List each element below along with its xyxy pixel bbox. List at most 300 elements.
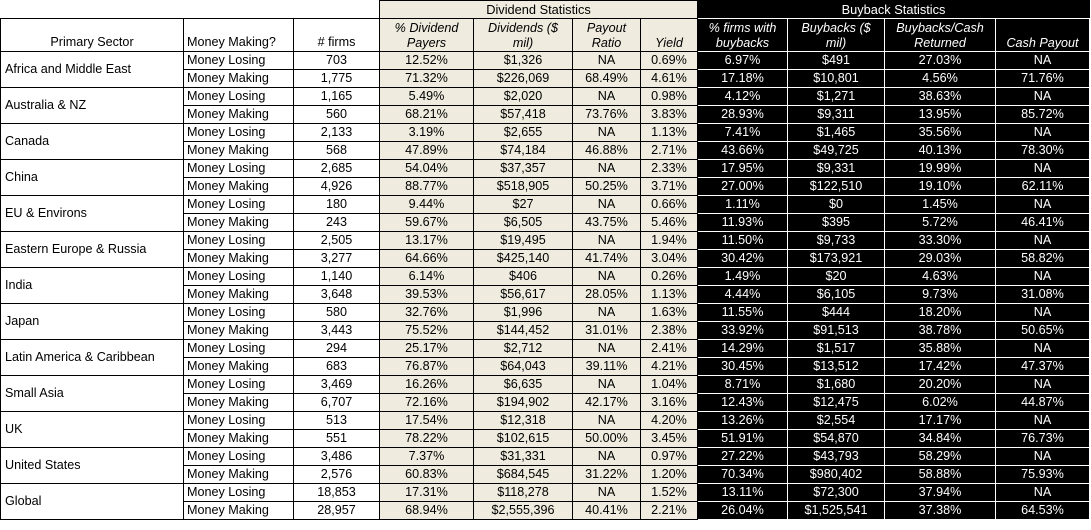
num-firms-cell: 513	[294, 412, 380, 430]
cash-payout-cell: NA	[996, 124, 1090, 142]
dividends-cell: $2,020	[474, 88, 573, 106]
money-making-cell: Money Losing	[184, 340, 294, 358]
yield-cell: 3.71%	[641, 178, 698, 196]
cash-payout-cell: NA	[996, 268, 1090, 286]
payout-ratio-cell: 73.76%	[573, 106, 641, 124]
payout-ratio-cell: NA	[573, 340, 641, 358]
sector-name-cell: UK	[1, 412, 184, 448]
cash-payout-cell: 50.65%	[996, 322, 1090, 340]
num-firms-cell: 703	[294, 52, 380, 70]
money-making-cell: Money Losing	[184, 88, 294, 106]
payout-ratio-cell: NA	[573, 268, 641, 286]
pct-dividend-payers-cell: 17.54%	[380, 412, 474, 430]
money-making-cell: Money Losing	[184, 196, 294, 214]
money-making-cell: Money Making	[184, 502, 294, 520]
pct-firms-buybacks-header: % firms with buybacks	[698, 19, 788, 52]
dividends-cell: $1,326	[474, 52, 573, 70]
buybacks-cell: $0	[788, 196, 885, 214]
dividends-cell: $425,140	[474, 250, 573, 268]
money-making-cell: Money Losing	[184, 160, 294, 178]
table-row	[1, 448, 1090, 466]
pct-dividend-payers-cell: 6.14%	[380, 268, 474, 286]
pct-dividend-payers-cell: 32.76%	[380, 304, 474, 322]
cash-payout-cell: 76.73%	[996, 430, 1090, 448]
buybacks-cash-returned-cell: 4.63%	[885, 268, 996, 286]
yield-cell: 4.20%	[641, 412, 698, 430]
num-firms-cell: 560	[294, 106, 380, 124]
table-row	[1, 88, 1090, 106]
yield-cell: 2.33%	[641, 160, 698, 178]
table-row	[1, 376, 1090, 394]
pct-firms-buybacks-cell: 13.26%	[698, 412, 788, 430]
cash-payout-cell: NA	[996, 340, 1090, 358]
payout-ratio-cell: NA	[573, 160, 641, 178]
num-firms-cell: 243	[294, 214, 380, 232]
pct-firms-buybacks-cell: 6.97%	[698, 52, 788, 70]
buybacks-cell: $1,525,541	[788, 502, 885, 520]
yield-header: Yield	[641, 19, 698, 52]
buybacks-cash-returned-cell: 33.30%	[885, 232, 996, 250]
money-making-cell: Money Losing	[184, 232, 294, 250]
pct-firms-buybacks-cell: 30.45%	[698, 358, 788, 376]
table-row	[1, 52, 1090, 70]
money-making-cell: Money Losing	[184, 484, 294, 502]
buybacks-cell: $12,475	[788, 394, 885, 412]
buybacks-cell: $444	[788, 304, 885, 322]
buybacks-cash-returned-cell: 38.63%	[885, 88, 996, 106]
cash-payout-cell: 64.53%	[996, 502, 1090, 520]
payout-ratio-cell: 50.00%	[573, 430, 641, 448]
buybacks-cell: $9,733	[788, 232, 885, 250]
num-firms-cell: 568	[294, 142, 380, 160]
buybacks-cell: $173,921	[788, 250, 885, 268]
cash-payout-cell: 46.41%	[996, 214, 1090, 232]
primary-sector-header: Primary Sector	[1, 19, 184, 52]
pct-dividend-payers-cell: 71.32%	[380, 70, 474, 88]
buybacks-cash-returned-cell: 35.56%	[885, 124, 996, 142]
pct-dividend-payers-header: % Dividend Payers	[380, 19, 474, 52]
cash-payout-cell: 71.76%	[996, 70, 1090, 88]
table-row	[1, 124, 1090, 142]
num-firms-cell: 28,957	[294, 502, 380, 520]
num-firms-cell: 3,443	[294, 322, 380, 340]
table-body	[1, 52, 1090, 520]
yield-cell: 0.69%	[641, 52, 698, 70]
payout-ratio-cell: NA	[573, 412, 641, 430]
dividends-header: Dividends ($ mil)	[474, 19, 573, 52]
num-firms-cell: 580	[294, 304, 380, 322]
dividends-cell: $56,617	[474, 286, 573, 304]
num-firms-cell: 18,853	[294, 484, 380, 502]
pct-dividend-payers-cell: 88.77%	[380, 178, 474, 196]
buybacks-cash-returned-cell: 4.56%	[885, 70, 996, 88]
payout-ratio-cell: NA	[573, 448, 641, 466]
buybacks-cell: $13,512	[788, 358, 885, 376]
buybacks-cell: $9,311	[788, 106, 885, 124]
payout-ratio-cell: NA	[573, 196, 641, 214]
dividends-cell: $2,555,396	[474, 502, 573, 520]
sector-name-cell: Australia & NZ	[1, 88, 184, 124]
money-making-cell: Money Making	[184, 70, 294, 88]
pct-dividend-payers-cell: 60.83%	[380, 466, 474, 484]
pct-dividend-payers-cell: 5.49%	[380, 88, 474, 106]
payout-ratio-cell: 39.11%	[573, 358, 641, 376]
payout-ratio-cell: 46.88%	[573, 142, 641, 160]
num-firms-cell: 180	[294, 196, 380, 214]
money-making-cell: Money Making	[184, 322, 294, 340]
payout-ratio-cell: NA	[573, 52, 641, 70]
cash-payout-cell: 62.11%	[996, 178, 1090, 196]
dividends-cell: $2,712	[474, 340, 573, 358]
buybacks-cash-returned-cell: 38.78%	[885, 322, 996, 340]
num-firms-cell: 3,486	[294, 448, 380, 466]
buybacks-cell: $491	[788, 52, 885, 70]
payout-ratio-cell: 68.49%	[573, 70, 641, 88]
buybacks-cash-returned-cell: 13.95%	[885, 106, 996, 124]
buybacks-cell: $1,465	[788, 124, 885, 142]
table-row	[1, 232, 1090, 250]
pct-firms-buybacks-cell: 13.11%	[698, 484, 788, 502]
buybacks-cell: $9,331	[788, 160, 885, 178]
pct-dividend-payers-cell: 39.53%	[380, 286, 474, 304]
cash-payout-cell: NA	[996, 88, 1090, 106]
yield-cell: 2.71%	[641, 142, 698, 160]
dividends-cell: $6,635	[474, 376, 573, 394]
pct-firms-buybacks-cell: 4.12%	[698, 88, 788, 106]
buybacks-cell: $43,793	[788, 448, 885, 466]
cash-payout-cell: 47.37%	[996, 358, 1090, 376]
cash-payout-cell: NA	[996, 160, 1090, 178]
pct-dividend-payers-cell: 17.31%	[380, 484, 474, 502]
num-firms-cell: 294	[294, 340, 380, 358]
buybacks-cell: $980,402	[788, 466, 885, 484]
cash-payout-cell: 85.72%	[996, 106, 1090, 124]
pct-firms-buybacks-cell: 7.41%	[698, 124, 788, 142]
money-making-header: Money Making?	[184, 19, 294, 52]
pct-dividend-payers-cell: 68.94%	[380, 502, 474, 520]
num-firms-cell: 3,469	[294, 376, 380, 394]
buybacks-cash-returned-cell: 19.10%	[885, 178, 996, 196]
buybacks-cell: $1,680	[788, 376, 885, 394]
pct-firms-buybacks-cell: 8.71%	[698, 376, 788, 394]
cash-payout-cell: 31.08%	[996, 286, 1090, 304]
money-making-cell: Money Making	[184, 394, 294, 412]
buybacks-cell: $10,801	[788, 70, 885, 88]
group-header-row	[1, 1, 1090, 19]
buybacks-cash-returned-cell: 37.94%	[885, 484, 996, 502]
yield-cell: 1.04%	[641, 376, 698, 394]
pct-firms-buybacks-cell: 28.93%	[698, 106, 788, 124]
sector-name-cell: Global	[1, 484, 184, 520]
buybacks-cash-returned-cell: 40.13%	[885, 142, 996, 160]
buybacks-cash-returned-cell: 17.17%	[885, 412, 996, 430]
buybacks-cell: $20	[788, 268, 885, 286]
cash-payout-cell: 78.30%	[996, 142, 1090, 160]
num-firms-cell: 1,165	[294, 88, 380, 106]
payout-ratio-cell: NA	[573, 376, 641, 394]
buybacks-cash-returned-cell: 19.99%	[885, 160, 996, 178]
pct-dividend-payers-cell: 75.52%	[380, 322, 474, 340]
buybacks-cash-returned-header: Buybacks/Cash Returned	[885, 19, 996, 52]
num-firms-header: # firms	[294, 19, 380, 52]
payout-ratio-cell: 41.74%	[573, 250, 641, 268]
payout-ratio-cell: 28.05%	[573, 286, 641, 304]
dividends-cell: $406	[474, 268, 573, 286]
cash-payout-cell: NA	[996, 376, 1090, 394]
num-firms-cell: 1,775	[294, 70, 380, 88]
sector-name-cell: Canada	[1, 124, 184, 160]
num-firms-cell: 2,133	[294, 124, 380, 142]
sector-name-cell: China	[1, 160, 184, 196]
pct-firms-buybacks-cell: 11.50%	[698, 232, 788, 250]
money-making-cell: Money Making	[184, 466, 294, 484]
dividend-statistics-header: Dividend Statistics	[380, 1, 698, 19]
pct-dividend-payers-cell: 54.04%	[380, 160, 474, 178]
pct-firms-buybacks-cell: 14.29%	[698, 340, 788, 358]
sector-name-cell: Japan	[1, 304, 184, 340]
buybacks-cash-returned-cell: 35.88%	[885, 340, 996, 358]
cash-payout-cell: NA	[996, 196, 1090, 214]
yield-cell: 2.21%	[641, 502, 698, 520]
pct-firms-buybacks-cell: 27.00%	[698, 178, 788, 196]
money-making-cell: Money Making	[184, 106, 294, 124]
dividends-cell: $1,996	[474, 304, 573, 322]
buybacks-cash-returned-cell: 37.38%	[885, 502, 996, 520]
buybacks-cash-returned-cell: 58.29%	[885, 448, 996, 466]
dividends-cell: $2,655	[474, 124, 573, 142]
dividends-cell: $57,418	[474, 106, 573, 124]
buybacks-cash-returned-cell: 58.88%	[885, 466, 996, 484]
buybacks-cell: $122,510	[788, 178, 885, 196]
sector-name-cell: EU & Environs	[1, 196, 184, 232]
pct-dividend-payers-cell: 7.37%	[380, 448, 474, 466]
payout-ratio-cell: NA	[573, 484, 641, 502]
buybacks-cell: $395	[788, 214, 885, 232]
pct-firms-buybacks-cell: 30.42%	[698, 250, 788, 268]
buybacks-cash-returned-cell: 1.45%	[885, 196, 996, 214]
dividends-cell: $12,318	[474, 412, 573, 430]
yield-cell: 1.20%	[641, 466, 698, 484]
buybacks-cash-returned-cell: 20.20%	[885, 376, 996, 394]
pct-firms-buybacks-cell: 51.91%	[698, 430, 788, 448]
buybacks-cash-returned-cell: 6.02%	[885, 394, 996, 412]
num-firms-cell: 3,277	[294, 250, 380, 268]
pct-dividend-payers-cell: 25.17%	[380, 340, 474, 358]
yield-cell: 3.16%	[641, 394, 698, 412]
payout-ratio-cell: 50.25%	[573, 178, 641, 196]
column-header-row	[1, 19, 1090, 52]
payout-ratio-cell: 31.22%	[573, 466, 641, 484]
sector-name-cell: Small Asia	[1, 376, 184, 412]
money-making-cell: Money Losing	[184, 52, 294, 70]
pct-firms-buybacks-cell: 27.22%	[698, 448, 788, 466]
pct-firms-buybacks-cell: 70.34%	[698, 466, 788, 484]
table-row	[1, 268, 1090, 286]
table-row	[1, 196, 1090, 214]
buybacks-cell: $91,513	[788, 322, 885, 340]
dividends-cell: $37,357	[474, 160, 573, 178]
table-row	[1, 160, 1090, 178]
buybacks-cash-returned-cell: 18.20%	[885, 304, 996, 322]
payout-ratio-cell: 42.17%	[573, 394, 641, 412]
pct-firms-buybacks-cell: 33.92%	[698, 322, 788, 340]
dividends-cell: $226,069	[474, 70, 573, 88]
dividends-cell: $64,043	[474, 358, 573, 376]
sector-name-cell: India	[1, 268, 184, 304]
money-making-cell: Money Making	[184, 286, 294, 304]
yield-cell: 1.13%	[641, 124, 698, 142]
money-making-cell: Money Making	[184, 430, 294, 448]
yield-cell: 0.97%	[641, 448, 698, 466]
cash-payout-header: Cash Payout	[996, 19, 1090, 52]
money-making-cell: Money Losing	[184, 304, 294, 322]
payout-ratio-cell: 31.01%	[573, 322, 641, 340]
pct-firms-buybacks-cell: 17.95%	[698, 160, 788, 178]
pct-dividend-payers-cell: 68.21%	[380, 106, 474, 124]
table-row	[1, 340, 1090, 358]
table-row	[1, 412, 1090, 430]
sector-name-cell: United States	[1, 448, 184, 484]
table-row	[1, 484, 1090, 502]
yield-cell: 0.26%	[641, 268, 698, 286]
table-row	[1, 304, 1090, 322]
buybacks-cell: $1,517	[788, 340, 885, 358]
dividends-cell: $102,615	[474, 430, 573, 448]
pct-dividend-payers-cell: 3.19%	[380, 124, 474, 142]
pct-firms-buybacks-cell: 11.55%	[698, 304, 788, 322]
cash-payout-cell: 58.82%	[996, 250, 1090, 268]
num-firms-cell: 2,505	[294, 232, 380, 250]
num-firms-cell: 2,685	[294, 160, 380, 178]
num-firms-cell: 2,576	[294, 466, 380, 484]
num-firms-cell: 1,140	[294, 268, 380, 286]
cash-payout-cell: 75.93%	[996, 466, 1090, 484]
buybacks-cell: $1,271	[788, 88, 885, 106]
money-making-cell: Money Making	[184, 142, 294, 160]
money-making-cell: Money Making	[184, 178, 294, 196]
cash-payout-cell: NA	[996, 52, 1090, 70]
buybacks-cash-returned-cell: 5.72%	[885, 214, 996, 232]
dividends-cell: $518,905	[474, 178, 573, 196]
buybacks-cell: $49,725	[788, 142, 885, 160]
buyback-statistics-header: Buyback Statistics	[698, 1, 1090, 19]
money-making-cell: Money Losing	[184, 412, 294, 430]
yield-cell: 5.46%	[641, 214, 698, 232]
buybacks-cash-returned-cell: 29.03%	[885, 250, 996, 268]
num-firms-cell: 683	[294, 358, 380, 376]
cash-payout-cell: NA	[996, 484, 1090, 502]
yield-cell: 3.04%	[641, 250, 698, 268]
buybacks-cell: $72,300	[788, 484, 885, 502]
pct-dividend-payers-cell: 64.66%	[380, 250, 474, 268]
yield-cell: 0.98%	[641, 88, 698, 106]
payout-ratio-cell: NA	[573, 124, 641, 142]
buybacks-cash-returned-cell: 17.42%	[885, 358, 996, 376]
pct-firms-buybacks-cell: 1.11%	[698, 196, 788, 214]
buybacks-cell: $6,105	[788, 286, 885, 304]
pct-dividend-payers-cell: 78.22%	[380, 430, 474, 448]
payout-ratio-header: Payout Ratio	[573, 19, 641, 52]
dividends-cell: $31,331	[474, 448, 573, 466]
pct-dividend-payers-cell: 76.87%	[380, 358, 474, 376]
pct-dividend-payers-cell: 9.44%	[380, 196, 474, 214]
buybacks-cash-returned-cell: 9.73%	[885, 286, 996, 304]
dividends-cell: $6,505	[474, 214, 573, 232]
pct-dividend-payers-cell: 47.89%	[380, 142, 474, 160]
money-making-cell: Money Making	[184, 358, 294, 376]
pct-dividend-payers-cell: 16.26%	[380, 376, 474, 394]
cash-payout-cell: NA	[996, 412, 1090, 430]
yield-cell: 3.83%	[641, 106, 698, 124]
money-making-cell: Money Losing	[184, 448, 294, 466]
yield-cell: 1.52%	[641, 484, 698, 502]
yield-cell: 1.13%	[641, 286, 698, 304]
payout-ratio-cell: NA	[573, 88, 641, 106]
dividends-cell: $684,545	[474, 466, 573, 484]
pct-firms-buybacks-cell: 17.18%	[698, 70, 788, 88]
num-firms-cell: 551	[294, 430, 380, 448]
money-making-cell: Money Making	[184, 214, 294, 232]
dividends-cell: $27	[474, 196, 573, 214]
money-making-cell: Money Losing	[184, 124, 294, 142]
payout-ratio-cell: 40.41%	[573, 502, 641, 520]
yield-cell: 2.38%	[641, 322, 698, 340]
money-making-cell: Money Losing	[184, 376, 294, 394]
pct-dividend-payers-cell: 12.52%	[380, 52, 474, 70]
buybacks-cell: $54,870	[788, 430, 885, 448]
dividends-cell: $118,278	[474, 484, 573, 502]
dividends-cell: $194,902	[474, 394, 573, 412]
pct-dividend-payers-cell: 72.16%	[380, 394, 474, 412]
num-firms-cell: 4,926	[294, 178, 380, 196]
buybacks-header: Buybacks ($ mil)	[788, 19, 885, 52]
yield-cell: 1.63%	[641, 304, 698, 322]
dividends-cell: $144,452	[474, 322, 573, 340]
pct-firms-buybacks-cell: 1.49%	[698, 268, 788, 286]
pct-firms-buybacks-cell: 43.66%	[698, 142, 788, 160]
buybacks-cell: $2,554	[788, 412, 885, 430]
pct-firms-buybacks-cell: 11.93%	[698, 214, 788, 232]
yield-cell: 3.45%	[641, 430, 698, 448]
buybacks-cash-returned-cell: 34.84%	[885, 430, 996, 448]
sector-name-cell: Eastern Europe & Russia	[1, 232, 184, 268]
num-firms-cell: 6,707	[294, 394, 380, 412]
yield-cell: 4.21%	[641, 358, 698, 376]
cash-payout-cell: NA	[996, 232, 1090, 250]
sector-name-cell: Africa and Middle East	[1, 52, 184, 88]
cash-payout-cell: 44.87%	[996, 394, 1090, 412]
pct-dividend-payers-cell: 59.67%	[380, 214, 474, 232]
yield-cell: 2.41%	[641, 340, 698, 358]
cash-payout-cell: NA	[996, 304, 1090, 322]
yield-cell: 1.94%	[641, 232, 698, 250]
pct-dividend-payers-cell: 13.17%	[380, 232, 474, 250]
buybacks-cash-returned-cell: 27.03%	[885, 52, 996, 70]
payout-ratio-cell: 43.75%	[573, 214, 641, 232]
cash-payout-cell: NA	[996, 448, 1090, 466]
pct-firms-buybacks-cell: 26.04%	[698, 502, 788, 520]
money-making-cell: Money Making	[184, 250, 294, 268]
yield-cell: 0.66%	[641, 196, 698, 214]
num-firms-cell: 3,648	[294, 286, 380, 304]
dividends-cell: $74,184	[474, 142, 573, 160]
yield-cell: 4.61%	[641, 70, 698, 88]
pct-firms-buybacks-cell: 12.43%	[698, 394, 788, 412]
payout-ratio-cell: NA	[573, 232, 641, 250]
dividends-cell: $19,495	[474, 232, 573, 250]
sector-name-cell: Latin America & Caribbean	[1, 340, 184, 376]
money-making-cell: Money Losing	[184, 268, 294, 286]
